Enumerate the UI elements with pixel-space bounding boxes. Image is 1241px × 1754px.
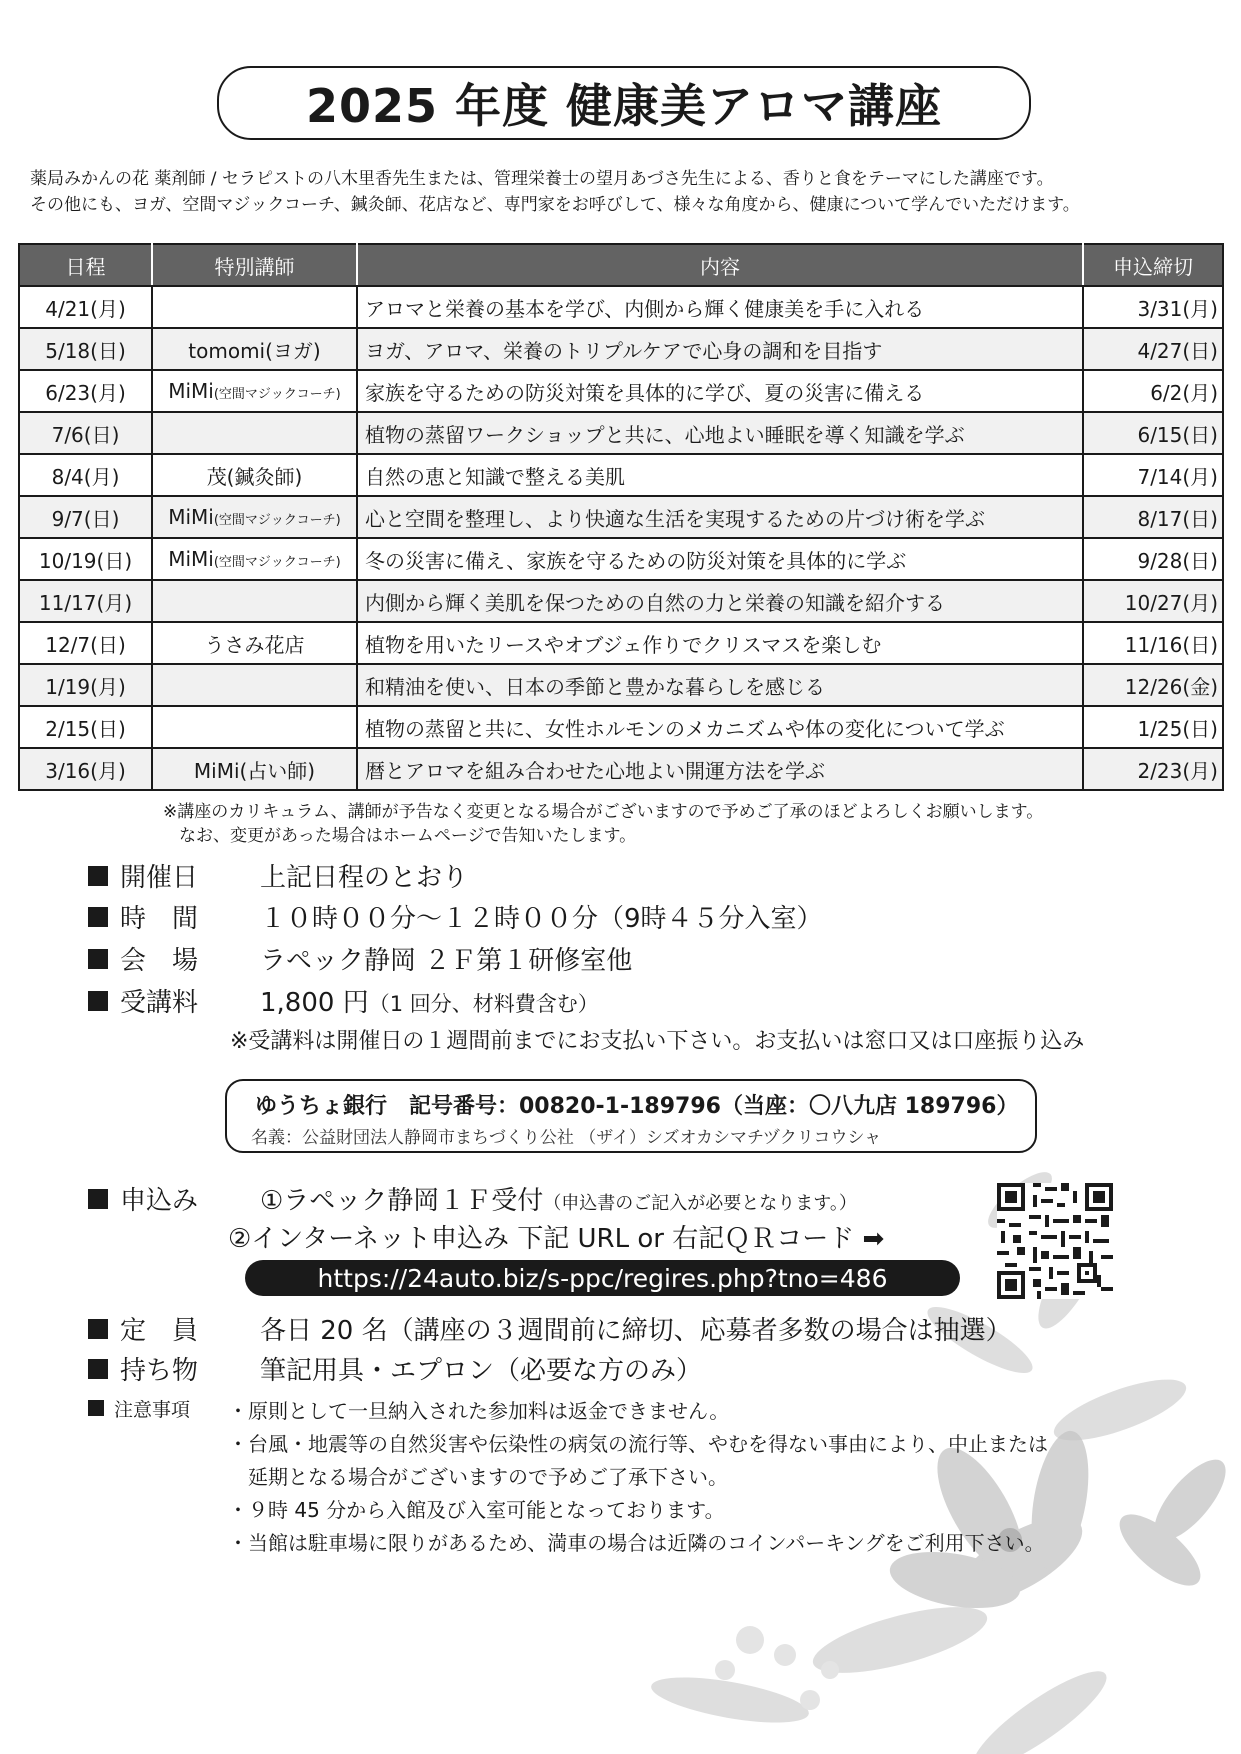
cell-content-text: アロマと栄養の基本を学び、内側から輝く健康美を手に入れる: [365, 296, 925, 321]
cell-date-text: 4/21(月): [45, 296, 126, 321]
cell-date-text: 7/6(日): [51, 422, 120, 447]
cell-date-text: 12/7(日): [45, 632, 126, 657]
cell-teacher: [152, 370, 357, 412]
header-teacher: 特別講師: [152, 244, 357, 286]
cell-teacher-text: うさみ花店: [204, 632, 305, 657]
info-value: 1,800 円: [260, 988, 369, 1018]
info-apply: [88, 1180, 857, 1217]
cell-content-text: ヨガ、アロマ、栄養のトリプルケアで心身の調和を目指す: [365, 338, 883, 363]
info-label: 定 員: [120, 1316, 199, 1346]
cell-content: [357, 622, 1083, 664]
cell-date: [19, 370, 152, 412]
cell-date-text: 3/16(月): [45, 758, 126, 783]
cell-deadline-text: 1/25(日): [1137, 716, 1218, 741]
cell-deadline-text: 12/26(金): [1124, 674, 1218, 699]
cell-teacher-sub: (空間マジックコーチ): [213, 555, 341, 570]
cell-deadline: [1083, 412, 1223, 454]
cell-content-text: 植物を用いたリースやオブジェ作りでクリスマスを楽しむ: [365, 632, 882, 657]
cell-deadline: [1083, 580, 1223, 622]
cell-deadline-text: 8/17(日): [1137, 506, 1218, 531]
info-fee: [88, 982, 599, 1019]
cautions: [88, 1395, 1048, 1560]
cell-deadline: [1083, 664, 1223, 706]
cautions-label: 注意事項: [114, 1399, 191, 1421]
square-bullet-icon: [88, 1359, 108, 1379]
info-value: １０時００分〜１２時００分（9時４５分入室）: [260, 904, 823, 934]
cell-date: [19, 748, 152, 790]
info-venue: [88, 940, 632, 977]
table-row: [19, 748, 1223, 790]
cell-teacher: [152, 706, 357, 748]
cell-date-text: 9/7(日): [51, 506, 120, 531]
cell-teacher-text: MiMi: [168, 379, 214, 403]
info-label: 申込み: [120, 1186, 199, 1216]
cell-content-text: 自然の恵と知識で整える美肌: [365, 464, 625, 489]
cell-date: [19, 412, 152, 454]
cell-content-text: 心と空間を整理し、より快適な生活を実現するための片づけ術を学ぶ: [365, 506, 985, 531]
table-header-row: [19, 244, 1223, 286]
cell-content-text: 植物の蒸留ワークショップと共に、心地よい睡眠を導く知識を学ぶ: [365, 422, 965, 447]
cell-date: [19, 580, 152, 622]
header-content: 内容: [357, 244, 1083, 286]
cell-deadline-text: 3/31(月): [1137, 296, 1218, 321]
caution-line: ・９時 45 分から入館及び入室可能となっております。: [228, 1498, 725, 1522]
apply-method-1-sub: （申込書のご記入が必要となります。）: [543, 1193, 857, 1214]
cell-teacher-sub: (空間マジックコーチ): [213, 513, 341, 528]
cell-deadline-text: 11/16(日): [1124, 632, 1218, 657]
cell-content: [357, 706, 1083, 748]
cell-teacher-text: tomomi(ヨガ): [188, 338, 321, 363]
caution-line: ・台風・地震等の自然災害や伝染性の病気の流行等、やむを得ない事由により、中止または: [228, 1432, 1048, 1456]
cell-date-text: 1/19(月): [45, 674, 126, 699]
cell-date: [19, 538, 152, 580]
page-title: 2025 年度 健康美アロマ講座: [305, 79, 943, 133]
table-row: [19, 286, 1223, 328]
bank-account: ゆうちょ銀行 記号番号：00820-1-189796（当座：〇八九店 189796）: [255, 1094, 1019, 1119]
cell-deadline-text: 6/15(日): [1137, 422, 1218, 447]
cell-content-text: 植物の蒸留と共に、女性ホルモンのメカニズムや体の変化について学ぶ: [365, 716, 1005, 741]
cell-teacher-text: 茂(鍼灸師): [206, 464, 303, 489]
cell-deadline: [1083, 538, 1223, 580]
caution-line: ・原則として一旦納入された参加料は返金できません。: [228, 1399, 730, 1423]
square-bullet-icon: [88, 1319, 108, 1339]
caution-line: 延期となる場合がございますので予めご了承下さい。: [228, 1465, 728, 1489]
cell-deadline-text: 2/23(月): [1137, 758, 1218, 783]
info-items: [88, 1350, 702, 1387]
cell-date: [19, 496, 152, 538]
cell-deadline: [1083, 622, 1223, 664]
cell-content-text: 和精油を使い、日本の季節と豊かな暮らしを感じる: [365, 674, 825, 699]
cell-date: [19, 706, 152, 748]
header-date: 日程: [19, 244, 152, 286]
cell-teacher: [152, 328, 357, 370]
header-deadline: 申込締切: [1083, 244, 1223, 286]
cell-teacher-text: MiMi(占い師): [193, 758, 316, 783]
cell-teacher: [152, 622, 357, 664]
cell-deadline: [1083, 706, 1223, 748]
info-value: 上記日程のとおり: [260, 863, 469, 893]
cell-date: [19, 286, 152, 328]
note-line: なお、変更があった場合はホームページで告知いたします。: [179, 826, 637, 846]
info-label: 開催日: [120, 863, 199, 893]
cell-deadline: [1083, 370, 1223, 412]
cell-content: [357, 748, 1083, 790]
cell-teacher: [152, 496, 357, 538]
cell-date: [19, 454, 152, 496]
cell-date-text: 10/19(日): [38, 548, 133, 573]
cell-teacher: [152, 454, 357, 496]
square-bullet-icon: [88, 1400, 104, 1416]
info-time: [88, 898, 823, 935]
cell-deadline-text: 7/14(月): [1137, 464, 1218, 489]
intro-line: 薬局みかんの花 薬剤師 / セラピストの八木里香先生または、管理栄養士の望月あづさ先生による、香りと食をテーマにした講座です。: [30, 169, 1054, 189]
cell-teacher: [152, 538, 357, 580]
cell-date: [19, 664, 152, 706]
cell-deadline-text: 6/2(月): [1150, 380, 1218, 405]
info-value: 各日 20 名（講座の３週間前に締切、応募者多数の場合は抽選）: [260, 1316, 1012, 1346]
cell-content: [357, 370, 1083, 412]
cell-content: [357, 412, 1083, 454]
info-label: 受講料: [120, 988, 199, 1018]
note-line: ※講座のカリキュラム、講師が予告なく変更となる場合がございますので予めご了承のほどよろしくお願いします。: [163, 802, 1044, 822]
square-bullet-icon: [88, 991, 108, 1011]
info-label: 持ち物: [120, 1356, 199, 1386]
apply-method-1: ①ラペック静岡１Ｆ受付: [260, 1186, 544, 1216]
table-row: [19, 580, 1223, 622]
square-bullet-icon: [88, 1189, 108, 1209]
apply-url-text[interactable]: https://24auto.biz/s-ppc/regires.php?tno=486: [317, 1263, 888, 1293]
cell-date: [19, 622, 152, 664]
info-value: ラペック静岡 ２Ｆ第１研修室他: [260, 946, 633, 976]
cell-content-text: 家族を守るための防災対策を具体的に学び、夏の災害に備える: [365, 380, 925, 405]
schedule-table: [18, 243, 1224, 791]
intro-text: [30, 166, 1210, 218]
cell-content: [357, 328, 1083, 370]
info-label: 会 場: [120, 946, 199, 976]
cell-content: [357, 496, 1083, 538]
cell-content: [357, 664, 1083, 706]
table-row: [19, 706, 1223, 748]
info-capacity: [88, 1310, 1012, 1347]
table-row: [19, 328, 1223, 370]
bank-holder: 名義：公益財団法人静岡市まちづくり公社 （ザイ）シズオカシマチヅクリコウシャ: [251, 1128, 882, 1148]
table-row: [19, 538, 1223, 580]
table-row: [19, 454, 1223, 496]
cell-deadline: [1083, 286, 1223, 328]
cell-deadline: [1083, 496, 1223, 538]
cell-teacher: [152, 748, 357, 790]
bank-box: [225, 1079, 1037, 1153]
caution-line: ・当館は駐車場に限りがあるため、満車の場合は近隣のコインパーキングをご利用下さい。: [228, 1531, 1045, 1555]
intro-line: その他にも、ヨガ、空間マジックコーチ、鍼灸師、花店など、専門家をお呼びして、様々な角度から、健康について学んでいただけます。: [30, 195, 1080, 215]
cell-deadline-text: 4/27(日): [1137, 338, 1218, 363]
cell-deadline: [1083, 748, 1223, 790]
qr-code-icon[interactable]: [997, 1183, 1113, 1299]
cell-teacher: [152, 412, 357, 454]
fee-note: ※受講料は開催日の１週間前までにお支払い下さい。お支払いは窓口又は口座振り込み: [230, 1029, 1085, 1054]
cell-content-text: 内側から輝く美肌を保つための自然の力と栄養の知識を紹介する: [365, 590, 945, 615]
info-date: [88, 857, 468, 894]
cell-deadline: [1083, 454, 1223, 496]
table-row: [19, 496, 1223, 538]
cell-content: [357, 538, 1083, 580]
title-banner: [217, 66, 1031, 140]
cell-content: [357, 286, 1083, 328]
cell-content-text: 暦とアロマを組み合わせた心地よい開運方法を学ぶ: [365, 758, 825, 783]
cell-deadline: [1083, 328, 1223, 370]
table-row: [19, 622, 1223, 664]
info-sub: （1 回分、材料費含む）: [368, 992, 599, 1016]
cell-teacher-text: MiMi: [168, 505, 214, 529]
cell-date-text: 11/17(月): [38, 590, 133, 615]
apply-url[interactable]: [245, 1260, 960, 1296]
cell-teacher: [152, 580, 357, 622]
square-bullet-icon: [88, 949, 108, 969]
table-row: [19, 412, 1223, 454]
cell-teacher: [152, 286, 357, 328]
curriculum-note: [163, 800, 1043, 848]
cell-deadline-text: 9/28(日): [1137, 548, 1218, 573]
cell-content-text: 冬の災害に備え、家族を守るための防災対策を具体的に学ぶ: [365, 548, 907, 573]
cell-teacher: [152, 664, 357, 706]
table-row: [19, 664, 1223, 706]
table-row: [19, 370, 1223, 412]
cell-deadline-text: 10/27(月): [1124, 590, 1218, 615]
info-value: 筆記用具・エプロン（必要な方のみ）: [260, 1356, 703, 1386]
info-label: 時 間: [120, 904, 199, 934]
cell-content: [357, 580, 1083, 622]
cell-date-text: 6/23(月): [45, 380, 126, 405]
cell-content: [357, 454, 1083, 496]
cell-date-text: 2/15(日): [45, 716, 126, 741]
cell-teacher-sub: (空間マジックコーチ): [213, 387, 341, 402]
cell-date-text: 8/4(月): [51, 464, 120, 489]
apply-method-2: ②インターネット申込み 下記 URL or 右記ＱＲコード ➡: [228, 1224, 885, 1254]
square-bullet-icon: [88, 907, 108, 927]
cell-date-text: 5/18(日): [45, 338, 126, 363]
cell-teacher-text: MiMi: [168, 547, 214, 571]
square-bullet-icon: [88, 866, 108, 886]
cell-date: [19, 328, 152, 370]
